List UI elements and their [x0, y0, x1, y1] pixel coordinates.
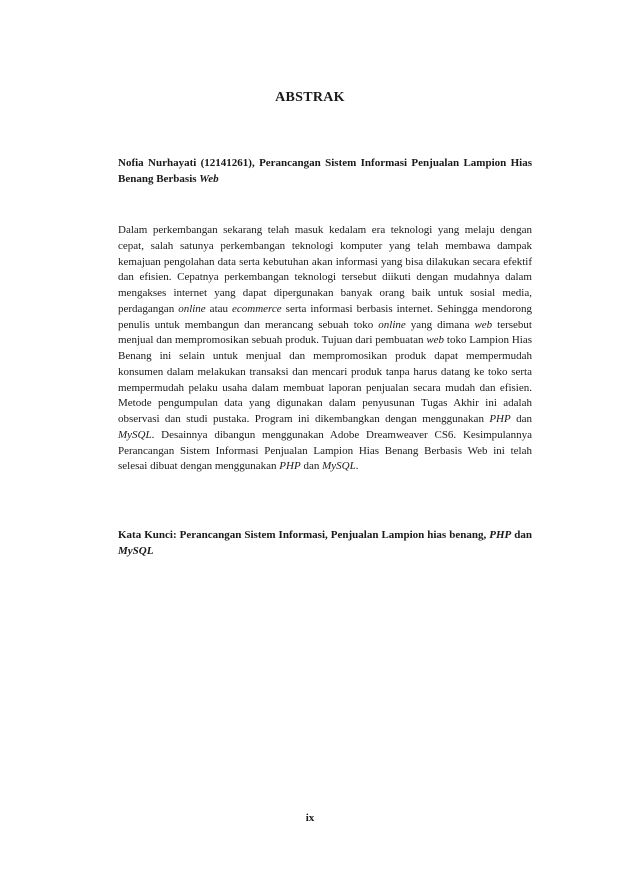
abstract-italic-term: PHP [489, 413, 511, 425]
abstract-italic-term: web [426, 334, 445, 347]
abstract-text-run: atau [205, 302, 232, 315]
author-title-italic: Web [199, 173, 219, 185]
abstract-text-run: dan [300, 460, 323, 473]
abstract-text-run: serta informasi berbasis internet. Sehingga mendorong penulis untuk membangun dan merancang sebuah toko [118, 302, 532, 331]
abstract-body [118, 223, 532, 475]
abstract-text-run: dan [510, 413, 532, 425]
page-number: ix [305, 812, 315, 824]
author-title-line [118, 155, 532, 187]
abstract-text-run: yang dimana [405, 318, 475, 331]
abstract-text-run: . Desainnya dibangun menggunakan Adobe Dreamweaver CS6. Kesimpulannya Perancangan Sistem Informasi Penjualan Lampion Hias Benang Berbasis Web ini telah selesai dibuat dengan menggunakan [118, 428, 532, 473]
abstract-italic-term: ecommerce [232, 302, 282, 315]
abstract-text-run: tersebut menjual dan mempromosikan sebuah produk. Tujuan dari pembuatan [118, 318, 532, 347]
abstract-italic-term: online [378, 318, 406, 331]
keywords-lead: Kata Kunci: Perancangan Sistem Informasi, Penjualan Lampion hias benang, [118, 529, 490, 541]
abstract-italic-term: online [178, 302, 206, 315]
keywords-line [118, 527, 532, 559]
abstract-italic-term: PHP [279, 460, 301, 473]
abstract-italic-term: MySQL [118, 428, 152, 441]
abstract-text-run: . [355, 460, 359, 473]
abstract-text-run: Dalam perkembangan sekarang telah masuk kedalam era teknologi yang melaju dengan cepat, salah satunya perkembangan teknologi komputer yang telah membawa dampak kemajuan pengolahan data serta kebutuhan akan informasi yang bisa dilakukan secara efektif dan efisien. Cepatnya perkembangan teknologi tersebut diikuti dengan mudahnya dalam mengakses internet yang dapat dipergunakan banyak orang baik untuk sosial media, perdagangan [118, 224, 532, 315]
author-title-text: Nofia Nurhayati (12141261), Perancangan Sistem Informasi Penjualan Lampion Hias Benang Berbasis [118, 157, 532, 185]
keyword-php: PHP [489, 529, 512, 541]
page-title: ABSTRAK [275, 90, 345, 105]
keyword-mysql: MySQL [118, 545, 154, 557]
abstract-text-run: toko Lampion Hias Benang ini selain untuk menjual dan mempromosikan produk dapat mempermudah konsumen dalam melakukan transaksi dan mencari produk tanpa harus datang ke toko serta mempermudah pelaku usaha dalam membuat laporan penjualan secara mudah dan efisien. Metode pengumpulan data yang digunakan dalam penyusunan Tugas Akhir ini adalah observasi dan studi pustaka. Program ini dikembangkan dengan menggunakan [118, 334, 533, 425]
abstract-italic-term: MySQL [322, 460, 356, 473]
keywords-conjunction: dan [511, 529, 532, 541]
abstract-italic-term: web [474, 318, 493, 331]
